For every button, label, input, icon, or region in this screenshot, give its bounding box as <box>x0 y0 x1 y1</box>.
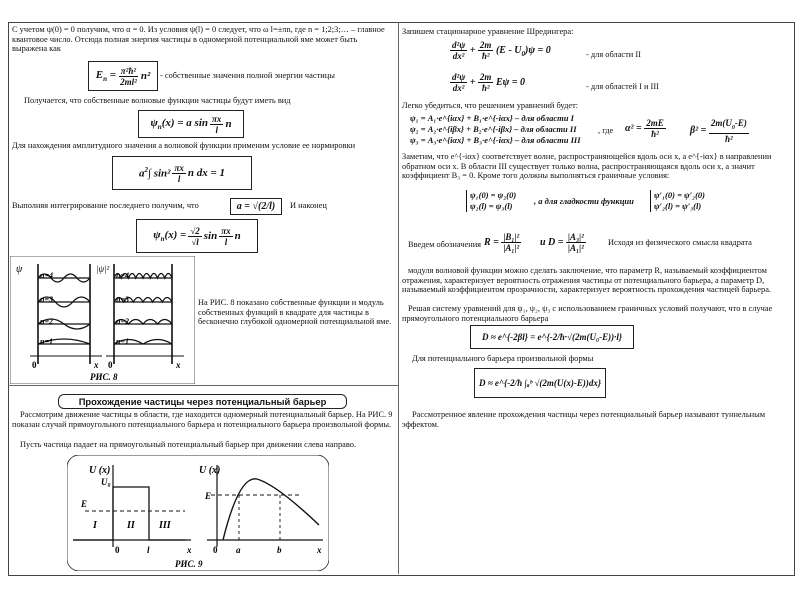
solution-region-3: ψ₃ = A₃·e^{iαx} + B₃·e^{-iαx} – для области III <box>410 135 581 145</box>
where-word: , где <box>598 126 614 135</box>
psi-axis-label: ψ <box>16 264 23 275</box>
section-divider <box>8 385 399 386</box>
x-label-2: x <box>317 545 322 555</box>
level-n1-left: n=1 <box>40 337 54 346</box>
rectangular-barrier-formula: D ≈ e^{-2βl} = e^{-2/ħ·√(2m(U₀-E))·l} <box>470 325 634 349</box>
region-1-label: I <box>93 520 97 531</box>
notation-intro: Введем обозначения <box>408 240 482 249</box>
level-n3-right: n=3 <box>116 295 130 304</box>
boundary-conditions-1: ψ₁(0) = ψ₂(0) ψ₂(l) = ψ₃(l) <box>466 190 516 212</box>
left-paragraph-4b: И наконец <box>290 201 327 210</box>
amplitude-formula: a = √(2/l) <box>230 198 282 215</box>
level-n2-left: n=2 <box>40 317 54 326</box>
energy-note: - собственные значения полной энергии частицы <box>160 71 335 80</box>
level-n4-left: n=4 <box>40 271 54 280</box>
right-paragraph-2: Легко убедиться, что решением уравнений будет: <box>402 101 579 110</box>
origin-left: 0 <box>32 360 37 370</box>
right-paragraph-7: Для потенциального барьера произвольной формы <box>412 354 594 363</box>
left-paragraph-5: Рассмотрим движение частицы в области, где находится одномерный потенциальный барьер. На РИС. 9 показан случай прямоугольного потенциального барьера и потенциального барьера произвольной формы. <box>12 410 393 429</box>
figure-8-caption: РИС. 8 <box>90 372 118 382</box>
schrodinger-eq-2: $\frac{\text{d²ψ}}{\text{dx²}}$ + $\frac{2m}{\text{ħ²}}$ Eψ = 0 <box>452 72 525 93</box>
right-paragraph-6: Решая систему уравнений для ψ₁, ψ₂, ψ₃ с использованием граничных условий получают, что в случае прямоугольного потенциального барьера <box>402 304 773 323</box>
level-n3-left: n=3 <box>40 295 54 304</box>
reflection-coefficient: R = $\frac{\text{|B₁|²}}{\text{|A₁|²}}$ <box>484 232 520 253</box>
level-n4-right: n=4 <box>116 271 130 280</box>
u-label-2: U (x) <box>199 465 221 476</box>
u-label-1: U (x) <box>89 465 111 476</box>
origin-1-label: 0 <box>115 545 120 555</box>
right-paragraph-1: Запишем стационарное уравнение Шредингера: <box>402 27 574 36</box>
boundary-conditions-2: ψ′₁(0) = ψ′₂(0) ψ′₂(l) = ψ′₃(l) <box>650 190 705 212</box>
wave-formula: $\psi_n(x) = a$ sin πx l n <box>138 110 244 138</box>
schrodinger-eq-1: $\frac{\text{d²ψ}}{\text{dx²}}$ + $\frac{2m}{\text{ħ²}}$ $(E - U_0)\psi = 0$ <box>452 40 551 61</box>
smoothness-text: , а для гладкости функции <box>534 196 634 206</box>
beta-definition: β² = $\frac{2m(U_0-E)}{\text{ħ²}}$ <box>690 118 747 144</box>
right-paragraph-3: Заметим, что e^{-iαx} соответствует волне, распространяющейся вдоль оси x, а e^{-iαx} в направлении обратном оси x. В области III существует только волна, распространяющаяся вдоль оси x, а значит коэффициент B₃ = 0. Кроме того должны выполняться граничные условия: <box>402 152 772 181</box>
schrodinger-eq-2-note: - для областей I и III <box>586 82 659 91</box>
region-2-label: II <box>127 520 135 531</box>
region-3-label: III <box>159 520 171 531</box>
alpha-definition: α² = $\frac{2mE}{\text{ħ²}}$ <box>625 118 664 139</box>
x-label-1: x <box>187 545 192 555</box>
solution-region-1: ψ₁ = A₁·e^{iαx} + B₁·e^{-iαx} – для области I <box>410 113 574 123</box>
left-paragraph-3: Для нахождения амплитудного значения a волновой функции применим условие ее нормировки <box>12 141 356 150</box>
figure-8-text: На РИС. 8 показано собственные функции и модуль собственных функций в квадрате для частицы в бесконечно глубокой одномерной потенциальной яме. <box>198 298 392 327</box>
final-wave-formula: $\psi_n(x)$ = $\frac{√2}{√l}$ sin πx l n <box>136 219 258 253</box>
notation-note: Исходя из физического смысла квадрата <box>608 238 752 247</box>
left-paragraph-4: Выполняя интегрирование последнего получим, что <box>12 201 199 210</box>
normalization-formula: $a^2\int$ sin² πx l n dx = 1 <box>112 156 252 190</box>
psi-squared-axis-label: |ψ|² <box>96 264 110 274</box>
x-axis-right: x <box>176 360 181 370</box>
right-paragraph-8: Рассмотренное явление прохождения частицы через потенциальный барьер называют туннельным эффектом. <box>402 410 766 429</box>
solutions-block <box>410 113 581 146</box>
column-divider <box>398 22 399 574</box>
figure-8 <box>10 256 195 384</box>
u0-label: U₀ <box>101 477 111 487</box>
x-axis-left: x <box>94 360 99 370</box>
level-n2-right: n=2 <box>116 317 130 326</box>
b-label: b <box>277 545 282 555</box>
e-label-2: E <box>205 491 212 501</box>
section-title: Прохождение частицы через потенциальный барьер <box>58 394 347 409</box>
l-label: l <box>147 545 150 555</box>
transmission-coefficient: и D = $\frac{\text{|A₃|²}}{\text{|A₁|²}}$ <box>540 232 584 253</box>
energy-formula: $E_n$ = $\frac{\text{π²ħ²}}{\text{2ml²}}$ n² <box>88 61 158 91</box>
figure-9 <box>67 455 329 571</box>
level-n1-right: n=1 <box>116 337 130 346</box>
left-paragraph-2: Получается, что собственные волновые функции частицы будут иметь вид <box>24 96 291 105</box>
origin-right: 0 <box>108 360 113 370</box>
left-paragraph-6: Пусть частица падает на прямоугольный потенциальный барьер при движении слева направо. <box>20 440 357 449</box>
right-paragraph-5: модуля волновой функции можно сделать заключение, что параметр R, называемый коэффициентом отражения, характеризует вероятность отражения частицы от потенциального барьера, а параметр D, называемый коэффициентом прозрачности, характеризует вероятность прохождения частицей барьера. <box>402 266 772 295</box>
origin-2-label: 0 <box>213 545 218 555</box>
schrodinger-eq-1-note: - для области II <box>586 50 641 59</box>
a-label: a <box>236 545 241 555</box>
figure-9-caption: РИС. 9 <box>175 559 203 569</box>
e-label-1: E <box>81 499 88 509</box>
left-paragraph-1: С учетом ψ(0) = 0 получим, что α = 0. Из условия ψ(l) = 0 следует, что ω l=±πn, где n = 1;2;3;… – главное квантовое число. Отсюда полная энергия частицы в одномерной потенциальной яме может быть выражена как <box>12 25 385 54</box>
arbitrary-barrier-formula: D ≈ e^{-2/ħ ∫ₐᵇ √(2m(U(x)-E))dx} <box>474 368 606 398</box>
solution-region-2: ψ₂ = A₂·e^{iβx} + B₂·e^{-iβx} – для области II <box>410 124 577 134</box>
